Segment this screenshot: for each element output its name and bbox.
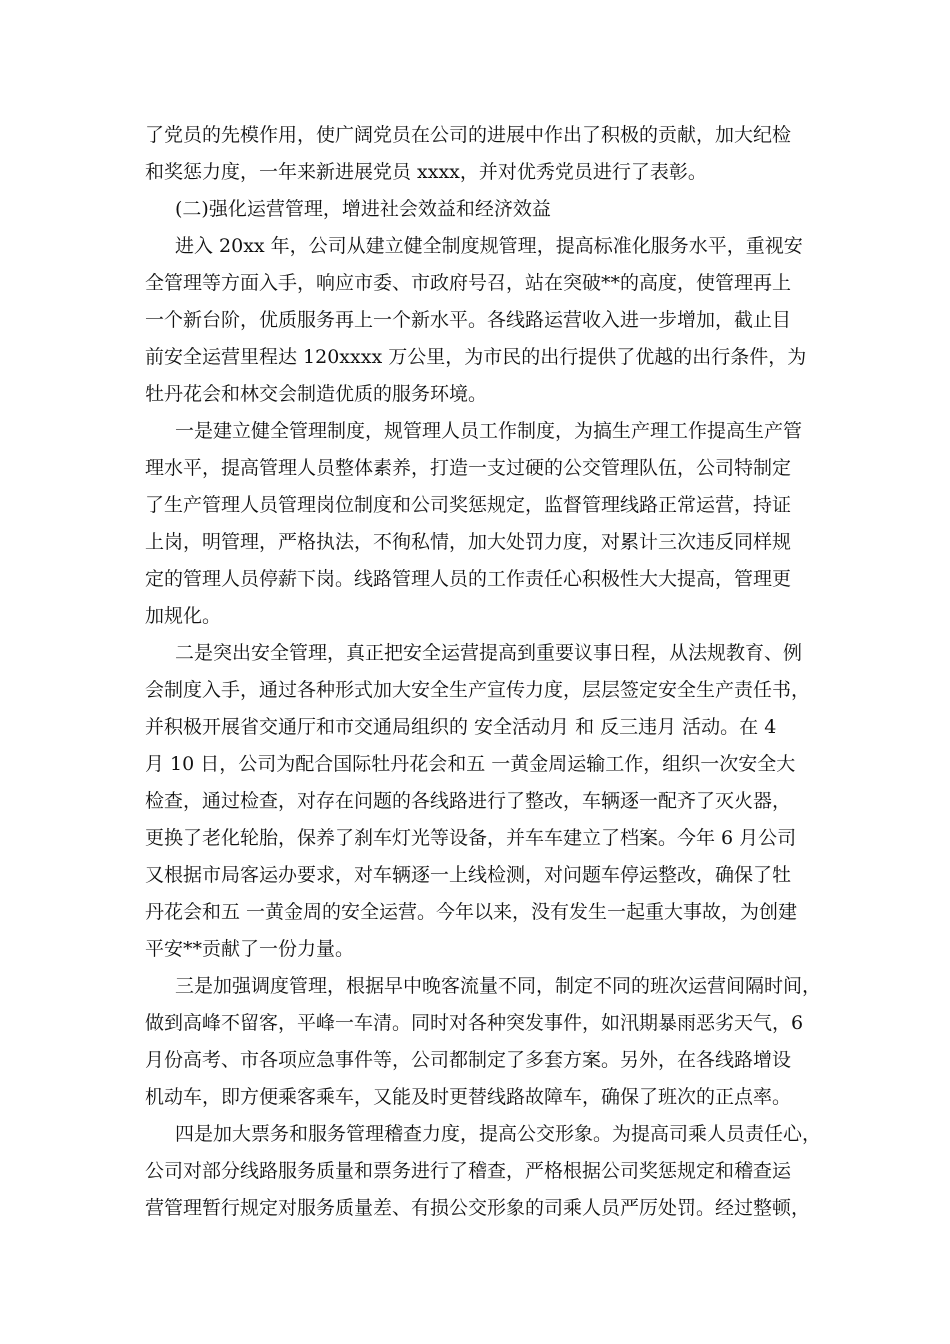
text-line: 会制度入手，通过各种形式加大安全生产宣传力度，层层签定安全生产责任书， (145, 679, 811, 701)
text-line: 一是建立健全管理制度，规管理人员工作制度，为搞生产理工作提高生产管 (175, 420, 803, 442)
text-line: 三是加强调度管理，根据早中晚客流量不同，制定不同的班次运营间隔时间， (175, 975, 822, 997)
text-line: 了生产管理人员管理岗位制度和公司奖惩规定，监督管理线路正常运营，持证 (145, 494, 792, 516)
text-line: 月份高考、市各项应急事件等，公司都制定了多套方案。另外，在各线路增设 (145, 1049, 792, 1071)
text-line: 丹花会和五 一黄金周的安全运营。今年以来，没有发生一起重大事故，为创建 (145, 901, 798, 923)
text-line: 四是加大票务和服务管理稽查力度，提高公交形象。为提高司乘人员责任心， (175, 1123, 822, 1145)
text-line: 二是突出安全管理，真正把安全运营提高到重要议事日程，从法规教育、例 (175, 642, 803, 664)
text-line: 检查，通过检查，对存在问题的各线路进行了整改，车辆逐一配齐了灭火器， (145, 790, 792, 812)
text-line: 机动车，即方便乘客乘车，又能及时更替线路故障车，确保了班次的正点率。 (145, 1086, 792, 1108)
text-line: 理水平，提高管理人员整体素养，打造一支过硬的公交管理队伍，公司特制定 (145, 457, 792, 479)
text-line: 又根据市局客运办要求，对车辆逐一上线检测，对问题车停运整改，确保了牡 (145, 864, 792, 886)
text-line: 牡丹花会和林交会制造优质的服务环境。 (145, 383, 488, 405)
document-body (145, 117, 825, 1227)
text-line: 上岗，明管理，严格执法，不徇私情，加大处罚力度，对累计三次违反同样规 (145, 531, 792, 553)
text-line: 前安全运营里程达 120xxxx 万公里，为市民的出行提供了优越的出行条件，为 (145, 346, 807, 368)
text-line: 进入 20xx 年，公司从建立健全制度规管理，提高标准化服务水平，重视安 (175, 235, 803, 257)
text-line: 全管理等方面入手，响应市委、市政府号召，站在突破**的高度，使管理再上 (145, 272, 792, 294)
text-line: 加规化。 (145, 605, 222, 627)
text-line: 了党员的先模作用，使广阔党员在公司的进展中作出了积极的贡献，加大纪检 (145, 124, 792, 146)
text-line: 平安**贡献了一份力量。 (145, 938, 355, 960)
text-line: (二)强化运营管理，增进社会效益和经济效益 (175, 198, 551, 220)
text-line: 营管理暂行规定对服务质量差、有损公交形象的司乘人员严厉处罚。经过整顿， (145, 1197, 811, 1219)
text-line: 一个新台阶，优质服务再上一个新水平。各线路运营收入进一步增加，截止目 (145, 309, 792, 331)
text-line: 并积极开展省交通厅和市交通局组织的 安全活动月 和 反三违月 活动。在 4 (145, 716, 777, 738)
text-line: 做到高峰不留客，平峰一车清。同时对各种突发事件，如汛期暴雨恶劣天气，6 (145, 1012, 804, 1034)
text-line: 定的管理人员停薪下岗。线路管理人员的工作责任心积极性大大提高，管理更 (145, 568, 792, 590)
text-line: 和奖惩力度，一年来新进展党员 xxxx，并对优秀党员进行了表彰。 (145, 161, 707, 183)
text-line: 公司对部分线路服务质量和票务进行了稽查，严格根据公司奖惩规定和稽查运 (145, 1160, 792, 1182)
text-line: 月 10 日，公司为配合国际牡丹花会和五 一黄金周运输工作，组织一次安全大 (145, 753, 796, 775)
text-line: 更换了老化轮胎，保养了刹车灯光等设备，并车车建立了档案。今年 6 月公司 (145, 827, 797, 849)
